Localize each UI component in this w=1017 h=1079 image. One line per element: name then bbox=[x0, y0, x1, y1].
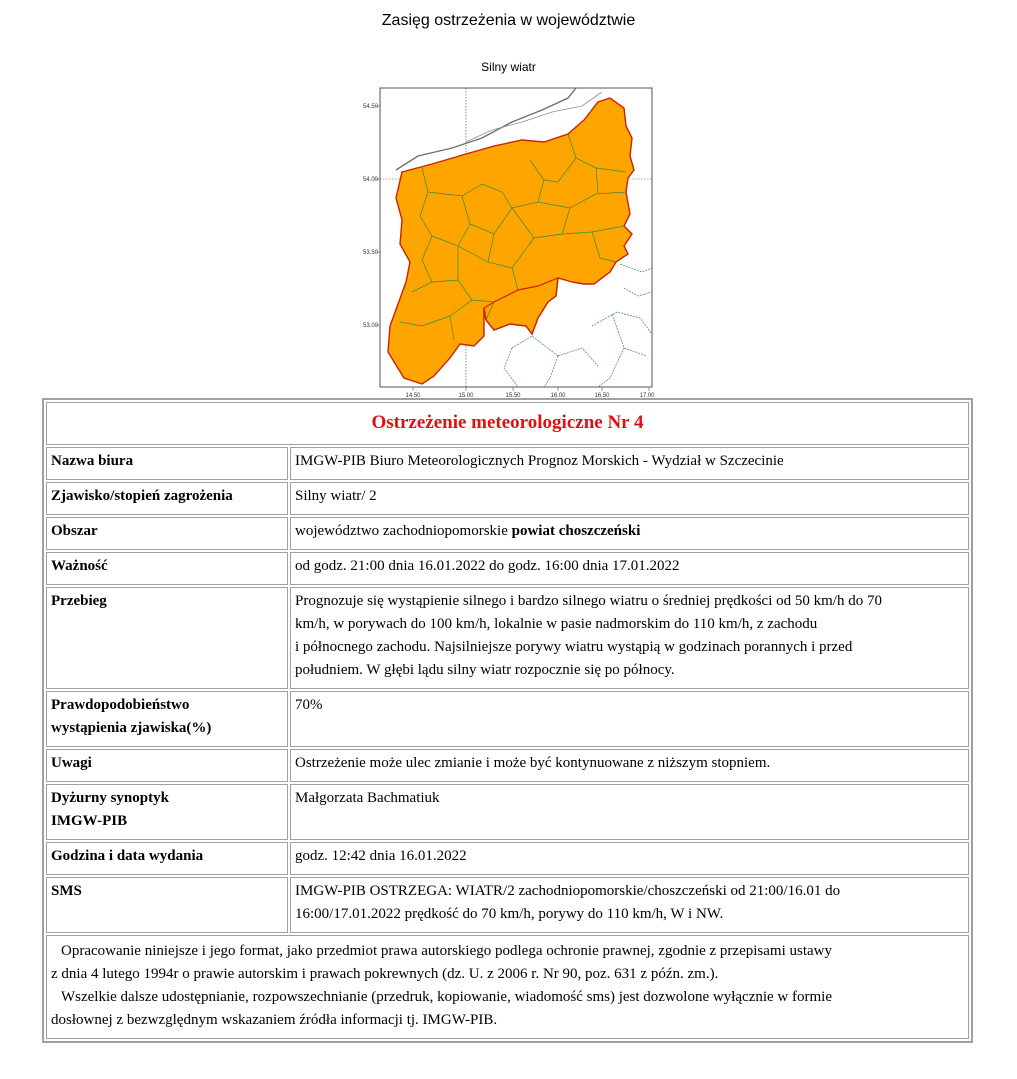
area-voivodeship: województwo zachodniopomorskie bbox=[295, 523, 508, 539]
forecaster-label-line: Dyżurny synoptyk bbox=[51, 790, 169, 806]
x-tick-label: 16.50 bbox=[594, 393, 610, 399]
course-line: południem. W głębi lądu silny wiatr rozpocznie się po północy. bbox=[295, 662, 675, 678]
table-row bbox=[46, 691, 969, 747]
table-row bbox=[46, 552, 969, 585]
phenomenon-label: Zjawisko/stopień zagrożenia bbox=[46, 482, 288, 515]
issued-value: godz. 12:42 dnia 16.01.2022 bbox=[290, 842, 969, 875]
sms-line: IMGW-PIB OSTRZEGA: WIATR/2 zachodniopomorskie/choszczeński od 21:00/16.01 do bbox=[295, 883, 841, 899]
y-tick-label: 54.50 bbox=[363, 104, 379, 110]
table-row bbox=[46, 447, 969, 480]
sms-value bbox=[290, 877, 969, 933]
table-row bbox=[46, 517, 969, 550]
x-tick-label: 14.50 bbox=[405, 393, 421, 399]
table-row bbox=[46, 587, 969, 689]
table-row bbox=[46, 482, 969, 515]
x-tick-label: 17.00 bbox=[639, 393, 655, 399]
table-row bbox=[46, 749, 969, 782]
remarks-label: Uwagi bbox=[46, 749, 288, 782]
validity-value: od godz. 21:00 dnia 16.01.2022 do godz. 16:00 dnia 17.01.2022 bbox=[290, 552, 969, 585]
validity-label: Ważność bbox=[46, 552, 288, 585]
x-tick-label: 15.00 bbox=[458, 393, 474, 399]
page-title: Zasięg ostrzeżenia w województwie bbox=[381, 12, 636, 29]
office-label: Nazwa biura bbox=[46, 447, 288, 480]
copyright-line: Wszelkie dalsze udostępnianie, rozpowszechnianie (przedruk, kopiowanie, wiadomość sms) jest dozwolone wyłącznie w formie bbox=[61, 989, 832, 1005]
course-line: i północnego zachodu. Najsilniejsze porywy wiatru wystąpią w godzinach porannych i przed bbox=[295, 639, 853, 655]
issued-label: Godzina i data wydania bbox=[46, 842, 288, 875]
table-row bbox=[46, 784, 969, 840]
warning-table bbox=[42, 398, 973, 1043]
map-title: Silny wiatr bbox=[481, 60, 536, 74]
area-label: Obszar bbox=[46, 517, 288, 550]
sms-line: 16:00/17.01.2022 prędkość do 70 km/h, porywy do 110 km/h, W i NW. bbox=[295, 906, 724, 922]
area-value bbox=[290, 517, 969, 550]
forecaster-label bbox=[46, 784, 288, 840]
map-svg bbox=[362, 86, 662, 400]
remarks-value: Ostrzeżenie może ulec zmianie i może być kontynuowane z niższym stopniem. bbox=[290, 749, 969, 782]
probability-value: 70% bbox=[290, 691, 969, 747]
course-label: Przebieg bbox=[46, 587, 288, 689]
table-row bbox=[46, 842, 969, 875]
probability-label-line: Prawdopodobieństwo bbox=[51, 697, 190, 713]
forecaster-label-line: IMGW-PIB bbox=[51, 813, 128, 829]
copyright-line: Opracowanie niniejsze i jego format, jako przedmiot prawa autorskiego podlega ochronie prawnej, zgodnie z przepisami ustawy bbox=[61, 943, 832, 959]
copyright-line: z dnia 4 lutego 1994r o prawie autorskim i prawach pokrewnych (dz. U. z 2006 r. Nr 90, poz. 631 z późn. zm.). bbox=[51, 966, 719, 982]
y-tick-label: 53.00 bbox=[363, 323, 379, 329]
area-county: powiat choszczeński bbox=[511, 523, 641, 539]
phenomenon-value: Silny wiatr/ 2 bbox=[290, 482, 969, 515]
course-line: km/h, w porywach do 100 km/h, lokalnie w pasie nadmorskim do 110 km/h, z zachodu bbox=[295, 616, 818, 632]
warning-header: Ostrzeżenie meteorologiczne Nr 4 bbox=[46, 402, 969, 445]
table-row bbox=[46, 877, 969, 933]
copyright-line: dosłownej z bezwzględnym wskazaniem źródła informacji tj. IMGW-PIB. bbox=[51, 1012, 498, 1028]
y-axis-ticks bbox=[363, 104, 380, 329]
forecaster-value: Małgorzata Bachmatiuk bbox=[290, 784, 969, 840]
sms-label: SMS bbox=[46, 877, 288, 933]
probability-label-line: wystąpienia zjawiska(%) bbox=[51, 720, 212, 736]
probability-label bbox=[46, 691, 288, 747]
x-tick-label: 16.00 bbox=[550, 393, 566, 399]
warning-map bbox=[362, 86, 662, 400]
copyright-footer bbox=[46, 935, 969, 1039]
course-line: Prognozuje się wystąpienie silnego i bardzo silnego wiatru o średniej prędkości od 50 km/h do 70 bbox=[295, 593, 882, 609]
office-value: IMGW-PIB Biuro Meteorologicznych Prognoz Morskich - Wydział w Szczecinie bbox=[290, 447, 969, 480]
x-tick-label: 15.50 bbox=[505, 393, 521, 399]
y-tick-label: 53.50 bbox=[363, 250, 379, 256]
y-tick-label: 54.00 bbox=[363, 177, 379, 183]
course-value bbox=[290, 587, 969, 689]
